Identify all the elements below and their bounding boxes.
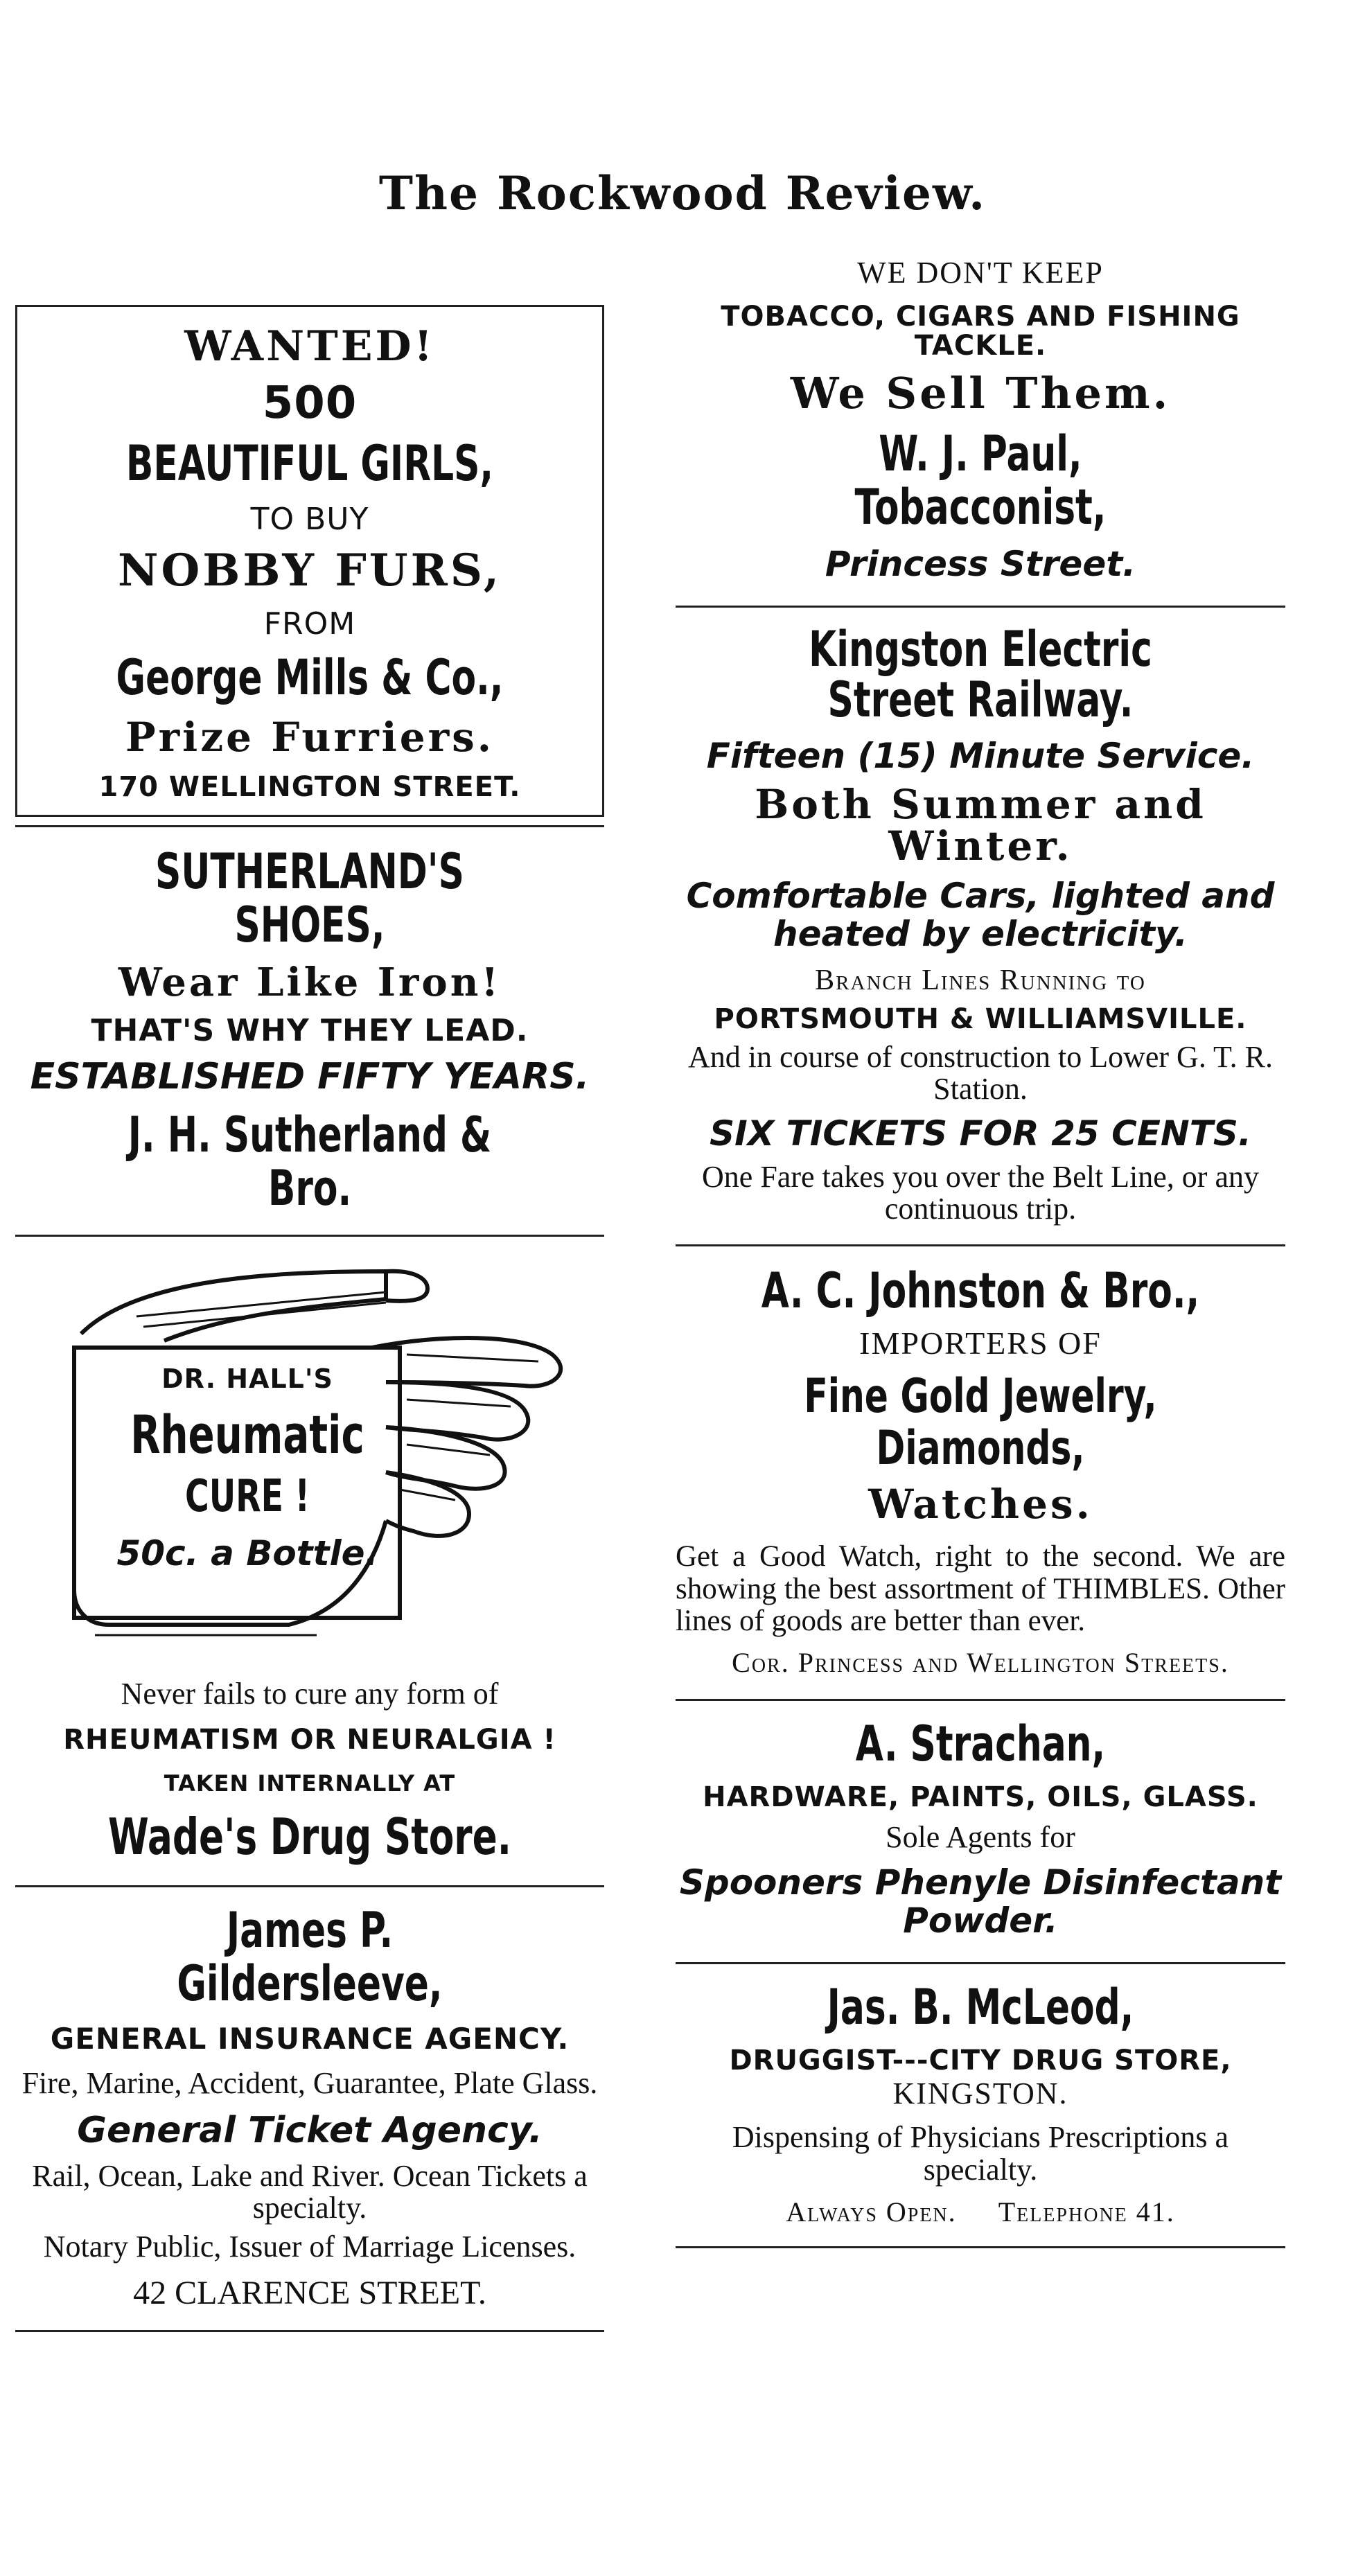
ad-line: WE DON'T KEEP [857,256,1104,290]
ad-headline: WANTED! [184,322,435,371]
ad-line: Dispensing of Physicians Prescriptions a specialty. [732,2120,1229,2187]
left-column [15,249,604,2332]
card-price: 50c. a Bottle. [116,1533,378,1574]
right-column [676,249,1285,2248]
ad-line: Comfortable Cars, lighted and heated by electricity. [686,876,1275,955]
ad-footer-line [676,2196,1285,2228]
ad-line: TAKEN INTERNALLY AT [164,1770,456,1797]
ad-address: Cor. Princess and Wellington Streets. [732,1646,1229,1678]
ad-business-name: Kingston Electric Street Railway. [809,620,1152,729]
ad-line: Fifteen (15) Minute Service. [706,735,1255,776]
ad-sutherland-shoes [15,827,604,1215]
ad-dr-halls-cure [15,1251,604,1865]
ad-business-name: SUTHERLAND'S SHOES, [155,843,464,954]
ad-line: THAT'S WHY THEY LEAD. [91,1012,529,1048]
ad-line: And in course of construction to Lower G. T. R. Station. [688,1039,1273,1106]
ad-business-name: Wade's Drug Store. [108,1808,511,1867]
ad-strachan-hardware [676,1701,1285,1940]
ad-line: SIX TICKETS FOR 25 CENTS. [710,1113,1251,1154]
cure-card [85,1351,410,1573]
ad-line: IMPORTERS OF [859,1325,1102,1361]
ad-business-name: James P. Gildersleeve, [177,1902,443,2013]
ad-headline: Prize Furriers. [125,713,494,761]
ad-electric-railway [676,608,1285,1226]
divider [15,1235,604,1237]
ad-headline: Wear Like Iron! [118,960,502,1006]
ad-number: 500 [262,378,358,429]
ad-line: Notary Public, Issuer of Marriage Licenses. [43,2230,576,2264]
ad-line: Never fails to cure any form of [121,1676,499,1711]
divider [676,2246,1285,2248]
ad-line: Spooners Phenyle Disinfectant Powder. [679,1862,1282,1941]
ad-line: Rail, Ocean, Lake and River. Ocean Tickets a specialty. [32,2158,588,2225]
ad-business-name: A. Strachan, [855,1715,1106,1772]
ad-business-name: George Mills & Co., [116,649,504,706]
ad-headline: We Sell Them. [790,368,1171,419]
ad-line: RHEUMATISM OR NEURALGIA ! [63,1723,556,1756]
ad-headline: Both Summer and Winter. [755,780,1206,870]
ad-line: Fire, Marine, Accident, Guarantee, Plate Glass. [21,2066,598,2101]
ad-line: PORTSMOUTH & WILLIAMSVILLE. [714,1003,1247,1035]
ad-line: TOBACCO, CIGARS AND FISHING TACKLE. [721,301,1240,362]
ad-headline: NOBBY FURS, [118,544,502,597]
ad-line: Telephone 41. [998,2196,1175,2227]
ad-line: HARDWARE, PAINTS, OILS, GLASS. [703,1781,1258,1813]
ad-paragraph: Get a Good Watch, right to the second. We are showing the best assortment of THIMBLES. Other lines of goods are better than ever. [676,1540,1285,1638]
ad-address: Princess Street. [825,543,1136,584]
ad-line: Always Open. [786,2196,957,2227]
ad-line: General Ticket Agency. [77,2109,543,2151]
ad-line: Sole Agents for [886,1819,1075,1854]
ad-business-name: Jas. B. McLeod, [827,1978,1134,2036]
ad-gildersleeve-insurance [15,1887,604,2312]
card-product-name: Rheumatic [130,1404,364,1466]
card-line: CURE ! [184,1470,310,1522]
ad-mills-furs [15,305,604,817]
ad-line: ESTABLISHED FIFTY YEARS. [30,1056,590,1098]
ad-line: One Fare takes you over the Belt Line, or any continuous trip. [702,1159,1259,1226]
ad-line: Branch Lines Running to [815,964,1146,997]
ad-headline: Watches. [868,1481,1093,1528]
ad-business-name: J. H. Sutherland & Bro. [127,1106,492,1217]
ad-line: TO BUY [250,502,369,538]
pointing-hand-illustration [26,1251,594,1666]
ad-line: DRUGGIST---CITY DRUG STORE, [729,2044,1232,2076]
ad-address: 42 CLARENCE STREET. [133,2275,486,2312]
ad-line: KINGSTON. [892,2076,1068,2110]
divider [15,2330,604,2332]
page-title: The Rockwood Review. [378,166,987,220]
ad-line: FROM [263,606,356,642]
ad-line: BEAUTIFUL GIRLS, [125,435,494,493]
ad-mcleod-druggist [676,1964,1285,2228]
ad-business-name: A. C. Johnston & Bro., [761,1262,1200,1320]
ad-paul-tobacconist [676,249,1285,583]
ad-line: Fine Gold Jewelry, Diamonds, [804,1368,1157,1476]
ad-johnston-jewelry [676,1246,1285,1677]
ad-address: 170 WELLINGTON STREET. [98,771,521,804]
ad-line: GENERAL INSURANCE AGENCY. [50,2022,570,2056]
ad-business-name: W. J. Paul, Tobacconist, [854,425,1107,536]
card-line: DR. HALL'S [161,1363,333,1394]
